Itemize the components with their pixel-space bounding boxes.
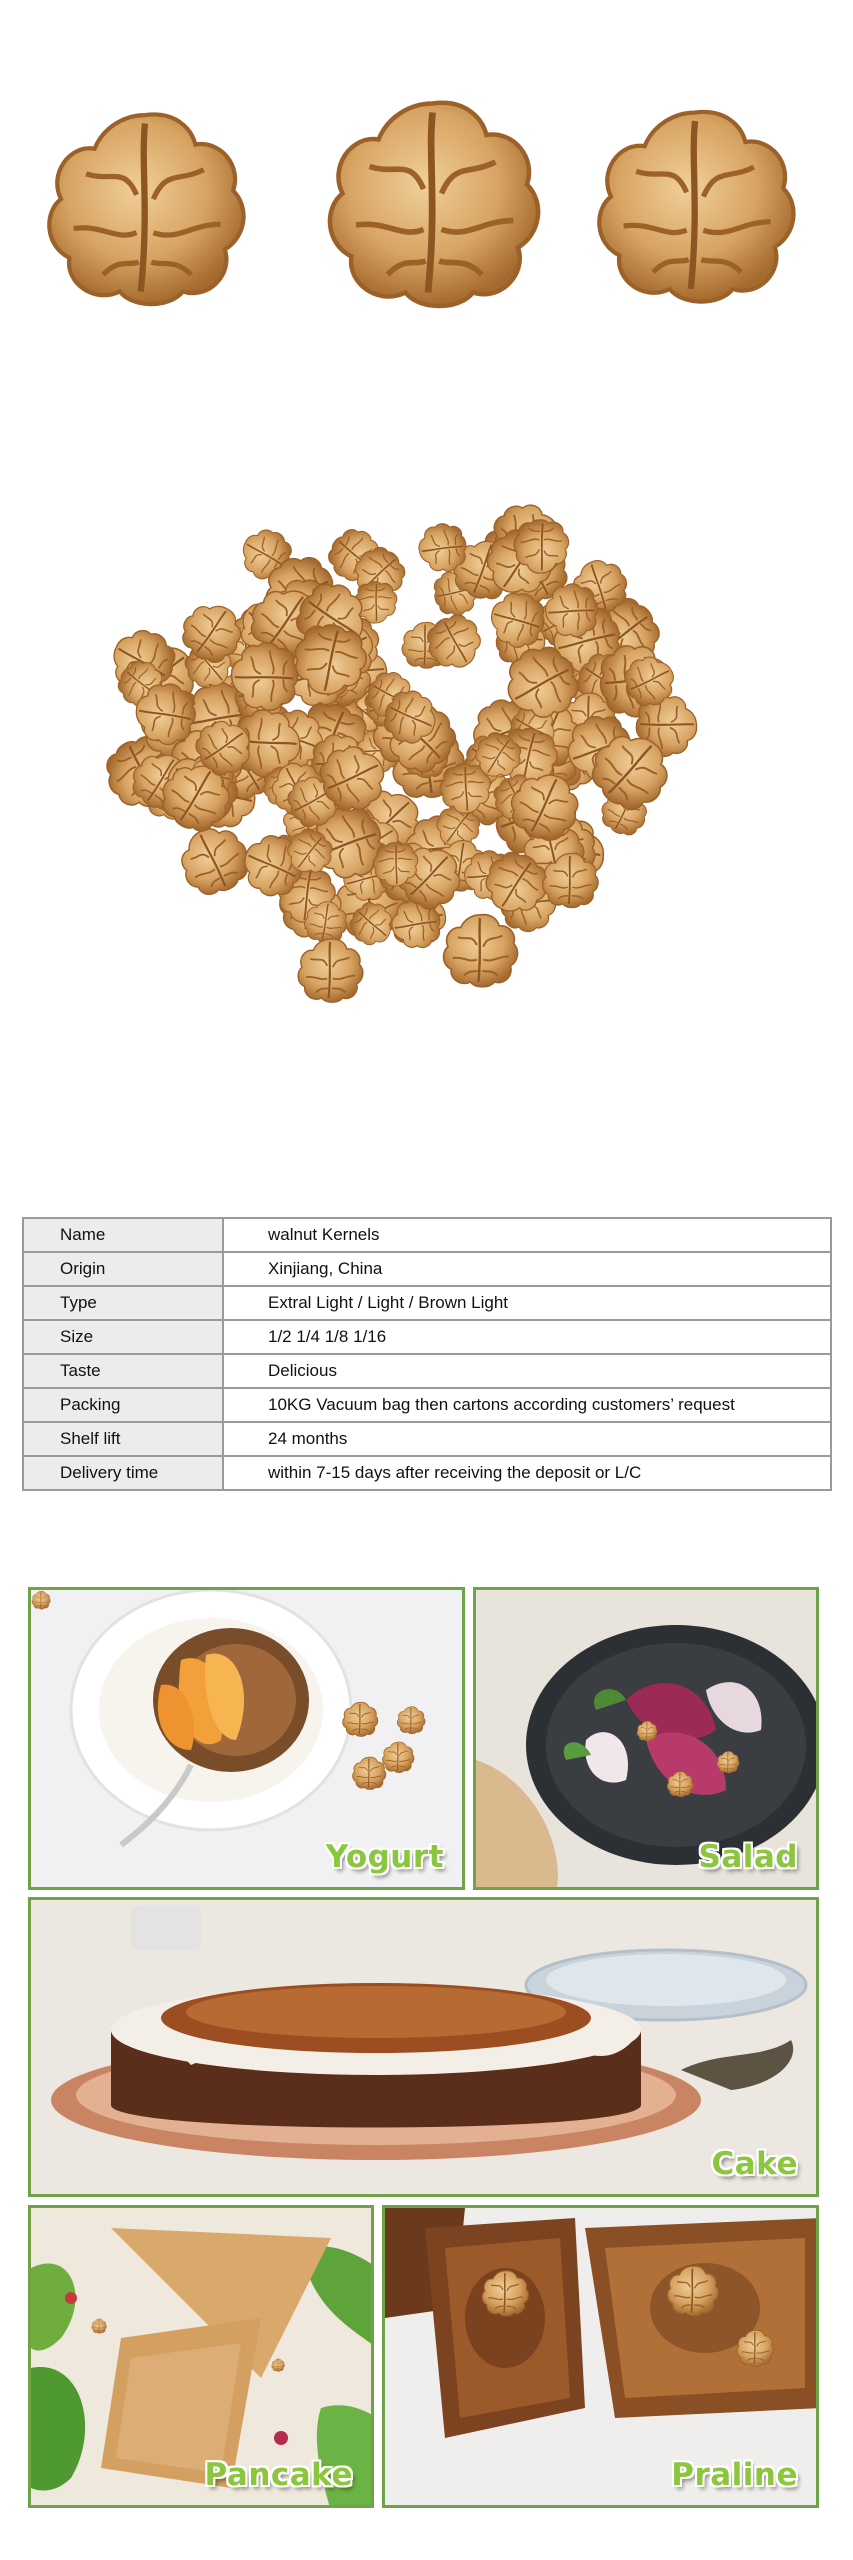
spec-row [23, 1218, 831, 1252]
spec-row [23, 1354, 831, 1388]
spec-row [23, 1456, 831, 1490]
walnut-halves-image [30, 80, 830, 340]
spec-key: Delivery time [23, 1456, 223, 1490]
spec-row [23, 1320, 831, 1354]
walnut-kernel-pile-image [100, 470, 730, 1020]
praline-panel [382, 2205, 819, 2508]
spec-key: Origin [23, 1252, 223, 1286]
spec-key: Size [23, 1320, 223, 1354]
spec-key: Shelf lift [23, 1422, 223, 1456]
spec-value: Delicious [223, 1354, 831, 1388]
spec-value: Xinjiang, China [223, 1252, 831, 1286]
spec-row [23, 1286, 831, 1320]
spec-value: within 7-15 days after receiving the deposit or L/C [223, 1456, 831, 1490]
pancake-label: Pancake [204, 2457, 353, 2493]
spec-key: Taste [23, 1354, 223, 1388]
pancake-panel [28, 2205, 374, 2508]
spec-value: 10KG Vacuum bag then cartons according customers’ request [223, 1388, 831, 1422]
spec-row [23, 1252, 831, 1286]
cake-image [31, 1900, 819, 2197]
cake-panel [28, 1897, 819, 2197]
spec-key: Name [23, 1218, 223, 1252]
spec-table [22, 1217, 832, 1491]
yogurt-label: Yogurt [325, 1839, 444, 1875]
spec-value: walnut Kernels [223, 1218, 831, 1252]
spec-key: Packing [23, 1388, 223, 1422]
yogurt-panel [28, 1587, 465, 1890]
cake-label: Cake [711, 2146, 798, 2182]
praline-label: Praline [671, 2457, 798, 2493]
spec-key: Type [23, 1286, 223, 1320]
salad-label: Salad [698, 1839, 798, 1875]
spec-row [23, 1388, 831, 1422]
spec-row [23, 1422, 831, 1456]
salad-panel [473, 1587, 819, 1890]
spec-value: Extral Light / Light / Brown Light [223, 1286, 831, 1320]
spec-value: 24 months [223, 1422, 831, 1456]
spec-value: 1/2 1/4 1/8 1/16 [223, 1320, 831, 1354]
